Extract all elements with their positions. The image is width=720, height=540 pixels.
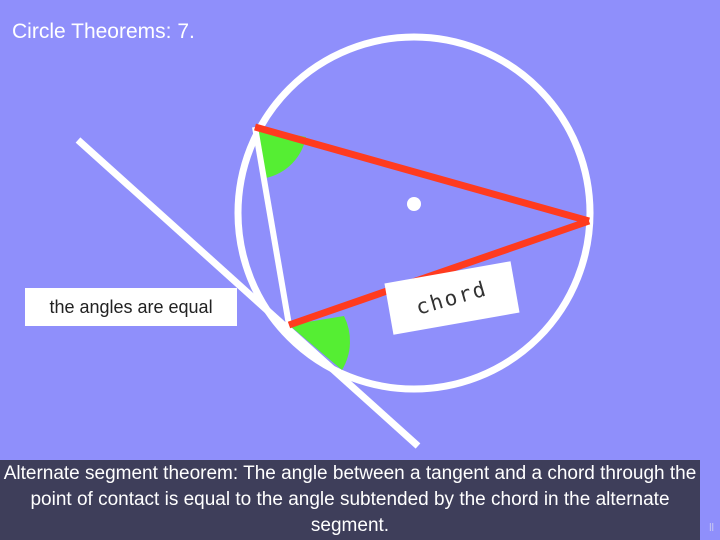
theorem-caption (0, 460, 700, 540)
angles-equal-label (25, 288, 237, 326)
slide-title: Circle Theorems: 7. (12, 20, 195, 43)
red-chord-top (255, 127, 589, 221)
caption-text: Alternate segment theorem: The angle between a tangent and a chord through the point of contact is equal to the angle subtended by the chord in the alternate segment. (3, 463, 697, 536)
chord-text: chord (413, 276, 491, 320)
angles-equal-text: the angles are equal (49, 296, 213, 317)
center-dot (407, 197, 421, 211)
credit-text: ll (709, 522, 714, 534)
